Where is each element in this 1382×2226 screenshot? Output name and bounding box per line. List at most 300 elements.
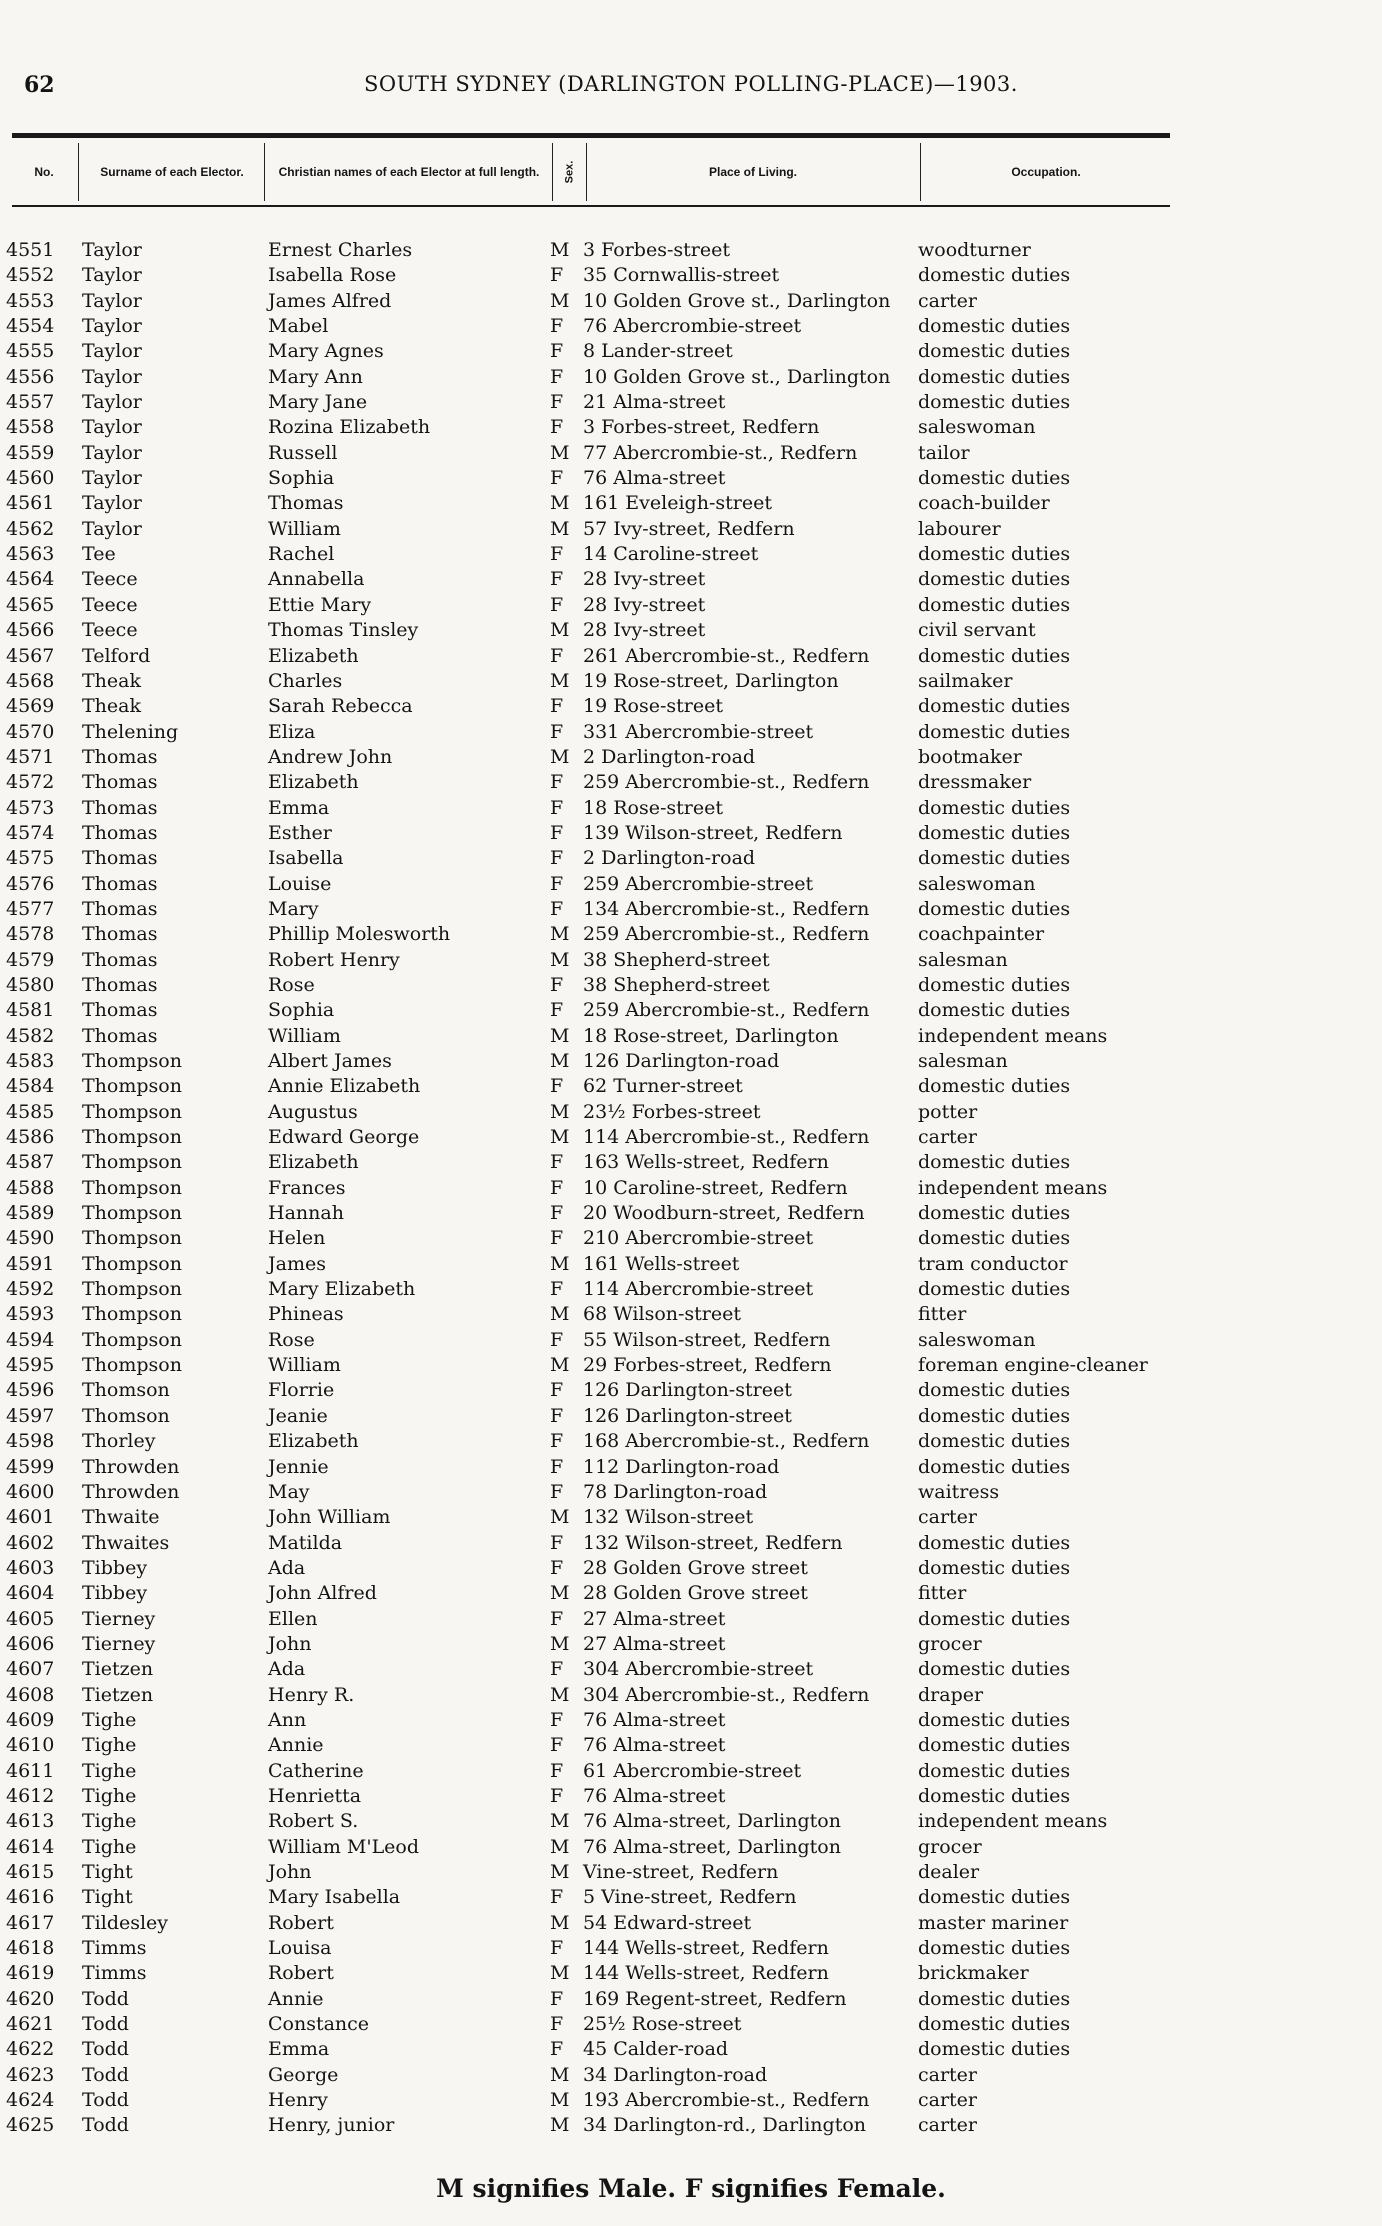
elector-surname: Teece (82, 619, 138, 642)
elector-christian-names: Hannah (268, 1202, 344, 1225)
elector-christian-names: William (268, 517, 341, 540)
elector-occupation: domestic duties (918, 1075, 1071, 1098)
elector-sex: F (550, 568, 564, 591)
elector-number: 4589 (6, 1202, 55, 1225)
elector-number: 4582 (6, 1024, 55, 1047)
elector-number: 4569 (6, 695, 55, 718)
elector-place-of-living: 27 Alma-street (583, 1632, 726, 1655)
table-row (0, 1987, 1382, 2012)
elector-occupation: carter (918, 1506, 978, 1529)
elector-number: 4606 (6, 1632, 55, 1655)
elector-occupation: domestic duties (918, 1430, 1071, 1453)
elector-surname: Thomas (82, 923, 158, 946)
elector-number: 4614 (6, 1835, 55, 1858)
elector-occupation: domestic duties (918, 1784, 1071, 1807)
elector-occupation: independent means (918, 1810, 1108, 1833)
elector-occupation: waitress (918, 1480, 1000, 1503)
table-row (0, 1607, 1382, 1632)
elector-christian-names: Sophia (268, 467, 335, 490)
elector-surname: Tighe (82, 1759, 137, 1782)
elector-place-of-living: 28 Golden Grove street (583, 1582, 808, 1605)
elector-sex: M (550, 517, 570, 540)
elector-surname: Tighe (82, 1835, 137, 1858)
elector-christian-names: Phineas (268, 1303, 344, 1326)
elector-number: 4617 (6, 1911, 55, 1934)
table-row (0, 796, 1382, 821)
elector-place-of-living: 38 Shepherd-street (583, 973, 770, 996)
elector-occupation: domestic duties (918, 315, 1071, 338)
elector-place-of-living: 331 Abercrombie-street (583, 720, 814, 743)
elector-sex: M (550, 1126, 570, 1149)
elector-surname: Taylor (82, 365, 142, 388)
elector-sex: F (550, 1734, 564, 1757)
elector-christian-names: George (268, 2063, 339, 2086)
elector-occupation: saleswoman (918, 416, 1036, 439)
elector-sex: F (550, 821, 564, 844)
elector-sex: F (550, 2038, 564, 2061)
table-row (0, 1378, 1382, 1403)
elector-sex: F (550, 1430, 564, 1453)
table-row (0, 314, 1382, 339)
elector-place-of-living: 76 Alma-street, Darlington (583, 1835, 841, 1858)
table-row (0, 1302, 1382, 1327)
elector-christian-names: Robert (268, 1962, 334, 1985)
elector-occupation: domestic duties (918, 1227, 1071, 1250)
elector-christian-names: Louisa (268, 1937, 332, 1960)
elector-surname: Thompson (82, 1227, 182, 1250)
elector-surname: Thompson (82, 1075, 182, 1098)
elector-sex: F (550, 1075, 564, 1098)
elector-surname: Thompson (82, 1151, 182, 1174)
table-row (0, 1455, 1382, 1480)
elector-number: 4572 (6, 771, 55, 794)
elector-sex: F (550, 1202, 564, 1225)
table-row (0, 1632, 1382, 1657)
column-divider (920, 143, 921, 201)
elector-sex: M (550, 492, 570, 515)
elector-christian-names: Rachel (268, 543, 335, 566)
elector-surname: Todd (82, 2063, 129, 2086)
column-divider (78, 143, 79, 201)
table-row (0, 770, 1382, 795)
elector-place-of-living: 112 Darlington-road (583, 1455, 780, 1478)
elector-sex: F (550, 1278, 564, 1301)
elector-place-of-living: 34 Darlington-road (583, 2063, 768, 2086)
elector-surname: Thwaite (82, 1506, 160, 1529)
elector-christian-names: Mary Ann (268, 365, 363, 388)
column-header-surname: Surname of each Elector. (100, 165, 244, 179)
elector-place-of-living: 55 Wilson-street, Redfern (583, 1328, 831, 1351)
elector-surname: Teece (82, 593, 138, 616)
elector-surname: Throwden (82, 1480, 180, 1503)
table-row (0, 1480, 1382, 1505)
table-row (0, 2063, 1382, 2088)
elector-place-of-living: 163 Wells-street, Redfern (583, 1151, 829, 1174)
table-row (0, 2113, 1382, 2138)
elector-place-of-living: 144 Wells-street, Redfern (583, 1937, 829, 1960)
table-row (0, 846, 1382, 871)
elector-occupation: domestic duties (918, 1734, 1071, 1757)
elector-christian-names: Louise (268, 872, 332, 895)
elector-surname: Theak (82, 695, 141, 718)
elector-christian-names: Andrew John (268, 745, 393, 768)
elector-number: 4584 (6, 1075, 55, 1098)
elector-place-of-living: 126 Darlington-street (583, 1404, 792, 1427)
elector-surname: Timms (82, 1937, 147, 1960)
elector-place-of-living: 57 Ivy-street, Redfern (583, 517, 795, 540)
elector-occupation: domestic duties (918, 1379, 1071, 1402)
elector-surname: Taylor (82, 264, 142, 287)
elector-sex: M (550, 1582, 570, 1605)
elector-place-of-living: 114 Abercrombie-street (583, 1278, 814, 1301)
elector-place-of-living: 3 Forbes-street (583, 239, 730, 261)
elector-christian-names: Mary (268, 897, 319, 920)
table-row (0, 1961, 1382, 1986)
elector-surname: Todd (82, 1987, 129, 2010)
elector-surname: Thomas (82, 745, 158, 768)
elector-sex: M (550, 619, 570, 642)
elector-number: 4593 (6, 1303, 55, 1326)
elector-number: 4579 (6, 948, 55, 971)
table-row (0, 238, 1382, 263)
elector-sex: M (550, 948, 570, 971)
elector-sex: F (550, 695, 564, 718)
elector-occupation: draper (918, 1683, 984, 1706)
elector-number: 4560 (6, 467, 55, 490)
elector-surname: Tight (82, 1861, 133, 1883)
elector-surname: Taylor (82, 492, 142, 515)
elector-number: 4588 (6, 1176, 55, 1199)
table-row (0, 1809, 1382, 1834)
elector-sex: M (550, 289, 570, 312)
elector-number: 4551 (6, 239, 55, 261)
elector-occupation: dealer (918, 1861, 980, 1883)
elector-sex: F (550, 1658, 564, 1681)
elector-number: 4621 (6, 2013, 55, 2036)
elector-place-of-living: 8 Lander-street (583, 340, 733, 363)
elector-christian-names: Rose (268, 973, 315, 996)
elector-number: 4596 (6, 1379, 55, 1402)
elector-occupation: domestic duties (918, 593, 1071, 616)
elector-occupation: salesman (918, 948, 1008, 971)
elector-number: 4563 (6, 543, 55, 566)
elector-number: 4573 (6, 796, 55, 819)
table-row (0, 1024, 1382, 1049)
elector-christian-names: Sarah Rebecca (268, 695, 413, 718)
column-header-place: Place of Living. (708, 165, 798, 179)
elector-occupation: domestic duties (918, 264, 1071, 287)
elector-sex: F (550, 1480, 564, 1503)
elector-surname: Tierney (82, 1632, 156, 1655)
elector-christian-names: Annabella (268, 568, 365, 591)
elector-occupation: domestic duties (918, 973, 1071, 996)
elector-surname: Tee (82, 543, 116, 566)
elector-place-of-living: 29 Forbes-street, Redfern (583, 1354, 832, 1377)
elector-occupation: carter (918, 2089, 978, 2112)
elector-number: 4586 (6, 1126, 55, 1149)
table-row (0, 669, 1382, 694)
elector-number: 4601 (6, 1506, 55, 1529)
elector-number: 4558 (6, 416, 55, 439)
elector-place-of-living: 132 Wilson-street (583, 1506, 754, 1529)
elector-surname: Thomson (82, 1379, 170, 1402)
elector-number: 4578 (6, 923, 55, 946)
elector-number: 4595 (6, 1354, 55, 1377)
table-row (0, 1505, 1382, 1530)
elector-place-of-living: 34 Darlington-rd., Darlington (583, 2114, 867, 2137)
elector-number: 4557 (6, 391, 55, 414)
elector-place-of-living: 38 Shepherd-street (583, 948, 770, 971)
elector-christian-names: Ada (268, 1658, 306, 1681)
elector-christian-names: Mary Elizabeth (268, 1278, 416, 1301)
elector-sex: M (550, 669, 570, 692)
table-row (0, 491, 1382, 516)
elector-surname: Telford (82, 644, 151, 667)
elector-surname: Taylor (82, 517, 142, 540)
elector-christian-names: Elizabeth (268, 1430, 359, 1453)
table-row (0, 1150, 1382, 1175)
elector-christian-names: Jennie (268, 1455, 329, 1478)
elector-christian-names: Mary Jane (268, 391, 368, 414)
elector-number: 4561 (6, 492, 55, 515)
elector-christian-names: Henry R. (268, 1683, 355, 1706)
elector-sex: M (550, 745, 570, 768)
elector-sex: M (550, 1506, 570, 1529)
elector-surname: Tighe (82, 1784, 137, 1807)
elector-surname: Thomas (82, 973, 158, 996)
elector-place-of-living: 259 Abercrombie-st., Redfern (583, 999, 870, 1022)
elector-number: 4583 (6, 1050, 55, 1072)
elector-number: 4612 (6, 1784, 55, 1807)
column-divider (552, 143, 553, 201)
table-row (0, 390, 1382, 415)
elector-number: 4574 (6, 821, 55, 844)
table-row (0, 1353, 1382, 1378)
elector-christian-names: Frances (268, 1176, 346, 1199)
elector-occupation: carter (918, 289, 978, 312)
table-header (12, 141, 1170, 203)
table-row (0, 720, 1382, 745)
table-row (0, 1404, 1382, 1429)
elector-occupation: domestic duties (918, 1531, 1071, 1554)
elector-surname: Todd (82, 2114, 129, 2137)
elector-sex: M (550, 1252, 570, 1275)
elector-surname: Thompson (82, 1176, 182, 1199)
header-rule-thin (12, 205, 1170, 207)
table-row (0, 1176, 1382, 1201)
table-row (0, 1556, 1382, 1581)
elector-number: 4602 (6, 1531, 55, 1554)
elector-surname: Theak (82, 669, 141, 692)
elector-sex: F (550, 847, 564, 870)
table-row (0, 542, 1382, 567)
elector-occupation: carter (918, 2063, 978, 2086)
elector-surname: Thompson (82, 1278, 182, 1301)
elector-place-of-living: 35 Cornwallis-street (583, 264, 780, 287)
header-rule-thick (12, 133, 1170, 138)
elector-number: 4592 (6, 1278, 55, 1301)
elector-surname: Thompson (82, 1354, 182, 1377)
elector-place-of-living: 10 Caroline-street, Redfern (583, 1176, 848, 1199)
elector-number: 4565 (6, 593, 55, 616)
elector-surname: Thompson (82, 1252, 182, 1275)
elector-christian-names: James (268, 1252, 326, 1275)
table-row (0, 948, 1382, 973)
elector-surname: Thompson (82, 1328, 182, 1351)
table-row (0, 1226, 1382, 1251)
page-number: 62 (24, 72, 55, 98)
elector-sex: F (550, 644, 564, 667)
elector-sex: M (550, 1861, 570, 1883)
table-row (0, 1657, 1382, 1682)
table-row (0, 339, 1382, 364)
elector-place-of-living: 2 Darlington-road (583, 847, 756, 870)
elector-sex: F (550, 771, 564, 794)
table-row (0, 922, 1382, 947)
elector-place-of-living: 28 Ivy-street (583, 593, 706, 616)
elector-number: 4605 (6, 1607, 55, 1630)
column-divider (264, 143, 265, 201)
elector-sex: F (550, 1176, 564, 1199)
elector-number: 4603 (6, 1556, 55, 1579)
elector-place-of-living: 139 Wilson-street, Redfern (583, 821, 843, 844)
elector-surname: Tierney (82, 1607, 156, 1630)
elector-sex: F (550, 973, 564, 996)
elector-surname: Thomas (82, 847, 158, 870)
table-row (0, 1759, 1382, 1784)
page-title: SOUTH SYDNEY (DARLINGTON POLLING-PLACE)—1903. (364, 72, 1018, 96)
elector-number: 4556 (6, 365, 55, 388)
elector-place-of-living: 132 Wilson-street, Redfern (583, 1531, 843, 1554)
elector-sex: M (550, 1100, 570, 1123)
elector-christian-names: Henrietta (268, 1784, 362, 1807)
elector-number: 4566 (6, 619, 55, 642)
elector-sex: M (550, 1050, 570, 1072)
elector-sex: F (550, 543, 564, 566)
elector-occupation: salesman (918, 1050, 1008, 1072)
elector-number: 4615 (6, 1861, 55, 1883)
elector-place-of-living: 304 Abercrombie-st., Redfern (583, 1683, 870, 1706)
elector-surname: Todd (82, 2013, 129, 2036)
elector-occupation: saleswoman (918, 872, 1036, 895)
elector-place-of-living: 169 Regent-street, Redfern (583, 1987, 847, 2010)
elector-occupation: labourer (918, 517, 1001, 540)
elector-occupation: independent means (918, 1024, 1108, 1047)
elector-christian-names: Robert (268, 1911, 334, 1934)
elector-place-of-living: 76 Alma-street (583, 1734, 726, 1757)
elector-surname: Taylor (82, 441, 142, 464)
elector-number: 4623 (6, 2063, 55, 2086)
elector-surname: Tighe (82, 1810, 137, 1833)
elector-sex: F (550, 999, 564, 1022)
elector-sex: F (550, 1886, 564, 1909)
elector-occupation: carter (918, 1126, 978, 1149)
table-row (0, 1277, 1382, 1302)
elector-occupation: domestic duties (918, 1937, 1071, 1960)
elector-surname: Tietzen (82, 1683, 154, 1706)
elector-christian-names: Matilda (268, 1531, 343, 1554)
elector-occupation: sailmaker (918, 669, 1013, 692)
table-row (0, 872, 1382, 897)
elector-christian-names: Ada (268, 1556, 306, 1579)
elector-place-of-living: 10 Golden Grove st., Darlington (583, 365, 891, 388)
elector-place-of-living: 168 Abercrombie-st., Redfern (583, 1430, 870, 1453)
elector-place-of-living: 304 Abercrombie-street (583, 1658, 814, 1681)
elector-christian-names: Catherine (268, 1759, 364, 1782)
elector-occupation: domestic duties (918, 1404, 1071, 1427)
elector-sex: M (550, 1632, 570, 1655)
elector-number: 4604 (6, 1582, 55, 1605)
elector-occupation: coach-builder (918, 492, 1050, 515)
elector-occupation: domestic duties (918, 720, 1071, 743)
elector-christian-names: William M'Leod (268, 1835, 420, 1858)
elector-place-of-living: 25½ Rose-street (583, 2013, 742, 2036)
elector-place-of-living: 76 Alma-street (583, 1784, 726, 1807)
elector-number: 4554 (6, 315, 55, 338)
elector-sex: F (550, 1404, 564, 1427)
elector-number: 4597 (6, 1404, 55, 1427)
elector-christian-names: Constance (268, 2013, 370, 2036)
table-row (0, 1531, 1382, 1556)
elector-christian-names: Edward George (268, 1126, 420, 1149)
elector-place-of-living: 161 Wells-street (583, 1252, 740, 1275)
elector-christian-names: Charles (268, 669, 343, 692)
elector-number: 4608 (6, 1683, 55, 1706)
elector-surname: Thomas (82, 1024, 158, 1047)
elector-surname: Thompson (82, 1100, 182, 1123)
elector-place-of-living: 27 Alma-street (583, 1607, 726, 1630)
elector-sex: M (550, 2089, 570, 2112)
elector-sex: M (550, 2114, 570, 2137)
table-row (0, 1125, 1382, 1150)
elector-surname: Tietzen (82, 1658, 154, 1681)
elector-christian-names: Ann (268, 1708, 307, 1731)
column-header-christian-names: Christian names of each Elector at full length. (278, 165, 540, 179)
elector-christian-names: Annie (268, 1734, 324, 1757)
elector-surname: Tight (82, 1886, 133, 1909)
elector-surname: Tighe (82, 1734, 137, 1757)
table-row (0, 1100, 1382, 1125)
elector-christian-names: John (268, 1861, 312, 1883)
elector-occupation: woodturner (918, 239, 1031, 261)
elector-christian-names: Ettie Mary (268, 593, 372, 616)
elector-christian-names: Thomas (268, 492, 344, 515)
elector-occupation: domestic duties (918, 2038, 1071, 2061)
elector-surname: Thomas (82, 999, 158, 1022)
elector-sex: F (550, 593, 564, 616)
elector-occupation: domestic duties (918, 568, 1071, 591)
elector-sex: M (550, 1835, 570, 1858)
elector-occupation: grocer (918, 1835, 982, 1858)
elector-occupation: domestic duties (918, 821, 1071, 844)
elector-occupation: independent means (918, 1176, 1108, 1199)
elector-number: 4591 (6, 1252, 55, 1275)
elector-christian-names: Robert S. (268, 1810, 359, 1833)
elector-sex: F (550, 467, 564, 490)
elector-occupation: domestic duties (918, 1202, 1071, 1225)
elector-surname: Taylor (82, 467, 142, 490)
elector-number: 4577 (6, 897, 55, 920)
elector-place-of-living: 68 Wilson-street (583, 1303, 742, 1326)
table-row (0, 1885, 1382, 1910)
elector-occupation: domestic duties (918, 1987, 1071, 2010)
elector-sex: M (550, 1354, 570, 1377)
table-row (0, 1860, 1382, 1885)
elector-sex: M (550, 1962, 570, 1985)
elector-sex: F (550, 1379, 564, 1402)
elector-christian-names: Mabel (268, 315, 329, 338)
elector-occupation: domestic duties (918, 1886, 1071, 1909)
